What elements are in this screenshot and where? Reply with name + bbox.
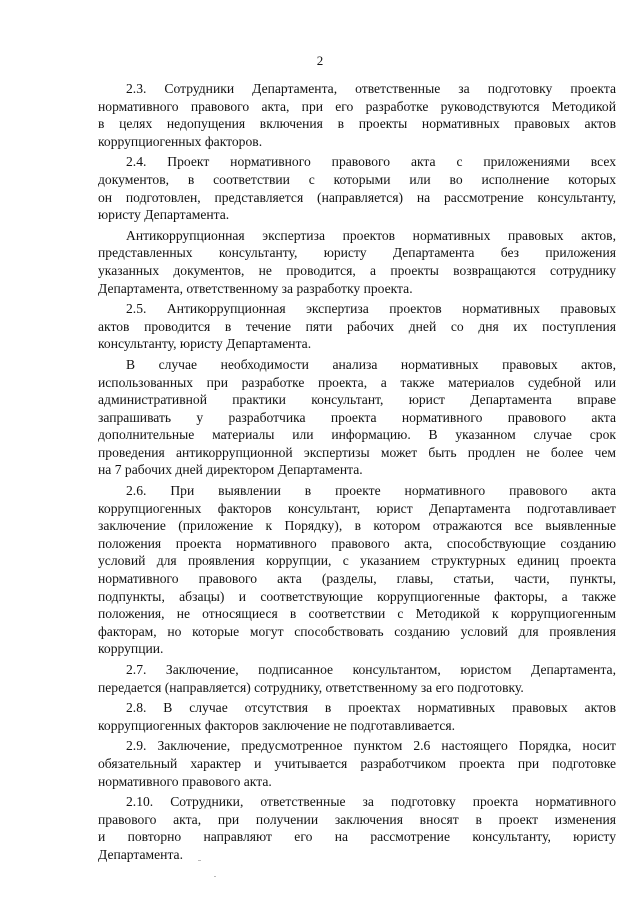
text-line: В случае необходимости анализа нормативных правовых актов, — [126, 356, 616, 372]
text-line: Департамента. — [98, 846, 183, 862]
text-line: административной практики консультант, юрист Департамента вправе — [98, 392, 616, 408]
paragraph — [98, 699, 616, 734]
text-line: положения проекта нормативного правового акта, способствующие созданию — [98, 535, 616, 551]
paragraph — [98, 661, 616, 696]
text-line: 2.4. Проект нормативного правового акта с приложениями всех — [126, 154, 616, 170]
document-body — [98, 80, 616, 867]
text-line: подпункты, абзацы) и соответствующие коррупциогенные факторы, а также — [98, 588, 616, 604]
text-line: нормативного правового акта, при его разработке руководствуются Методикой — [98, 98, 616, 114]
text-line: нормативного правового акта (разделы, главы, статьи, части, пункты, — [98, 571, 616, 587]
paragraph — [98, 356, 616, 479]
text-line: факторам, но которые могут способствовать созданию условий для проявления — [98, 623, 616, 639]
text-line: и повторно направляют его на рассмотрение консультанту, юристу — [98, 829, 616, 845]
text-line: он подготовлен, представляется (направляется) на рассмотрение консультанту, — [98, 189, 616, 205]
text-line: положения, не относящиеся в соответствии с Методикой к коррупциогенным — [98, 606, 616, 622]
text-line: документов, в соответствии с которыми или во исполнение которых — [98, 171, 616, 187]
paragraph — [98, 153, 616, 223]
text-line: использованных при разработке проекта, а также материалов судебной или — [98, 374, 616, 390]
text-line: указанных документов, не проводится, а проекты возвращаются сотруднику — [98, 262, 616, 278]
scan-speck — [198, 860, 201, 861]
text-line: на 7 рабочих дней директором Департамента. — [98, 462, 363, 478]
text-line: 2.7. Заключение, подписанное консультантом, юристом Департамента, — [126, 662, 616, 677]
text-line: представленных консультанту, юристу Департамента без приложения — [98, 245, 616, 261]
text-line: 2.5. Антикоррупционная экспертиза проектов нормативных правовых — [126, 301, 616, 317]
text-line: проведения антикоррупционной экспертизы может быть продлен не более чем — [98, 444, 616, 460]
text-line: 2.10. Сотрудники, ответственные за подготовку проекта нормативного — [126, 794, 616, 810]
paragraph — [98, 227, 616, 297]
scan-speck — [214, 876, 216, 877]
text-line: 2.8. В случае отсутствия в проектах нормативных правовых актов — [126, 700, 616, 716]
text-line: 2.9. Заключение, предусмотренное пунктом 2.6 настоящего Порядка, носит — [126, 738, 616, 754]
text-line: актов проводится в течение пяти рабочих дней со дня их поступления — [98, 318, 616, 334]
text-line: 2.3. Сотрудники Департамента, ответственные за подготовку проекта — [126, 81, 616, 96]
page-number: 2 — [316, 53, 324, 68]
paragraph — [98, 80, 616, 150]
text-line: передается (направляется) сотруднику, ответственному за его подготовку. — [98, 679, 524, 695]
text-line: в целях недопущения включения в проекты нормативных правовых актов — [98, 116, 616, 132]
text-line: нормативного правового акта. — [98, 773, 272, 789]
text-line: дополнительные материалы или информацию. В указанном случае срок — [98, 427, 616, 443]
paragraph — [98, 482, 616, 658]
paragraph — [98, 300, 616, 353]
text-line: коррупциогенных факторов заключение не подготавливается. — [98, 717, 456, 733]
text-line: юристу Департамента. — [98, 207, 230, 223]
text-line: коррупциогенных факторов консультант, юрист Департамента подготавливает — [98, 500, 616, 516]
text-line: Антикоррупционная экспертиза проектов нормативных правовых актов, — [126, 227, 616, 243]
text-line: запрашивать у разработчика проекта нормативного правового акта — [98, 409, 616, 425]
text-line: коррупциогенных факторов. — [98, 133, 263, 149]
paragraph — [98, 737, 616, 790]
text-line: Департамента, ответственному за разработку проекта. — [98, 280, 413, 296]
text-line: правового акта, при получении заключения вносят в проект изменения — [98, 811, 616, 827]
text-line: консультанту, юристу Департамента. — [98, 336, 312, 352]
text-line: условий для проявления коррупции, с указанием структурных единиц проекта — [98, 553, 616, 569]
paragraph — [98, 793, 616, 863]
text-line: обязательный характер и учитывается разработчиком проекта при подготовке — [98, 755, 616, 771]
text-line: 2.6. При выявлении в проекте нормативного правового акта — [126, 483, 616, 499]
text-line: заключение (приложение к Порядку), в котором отражаются все выявленные — [98, 518, 616, 534]
text-line: коррупции. — [98, 641, 164, 657]
